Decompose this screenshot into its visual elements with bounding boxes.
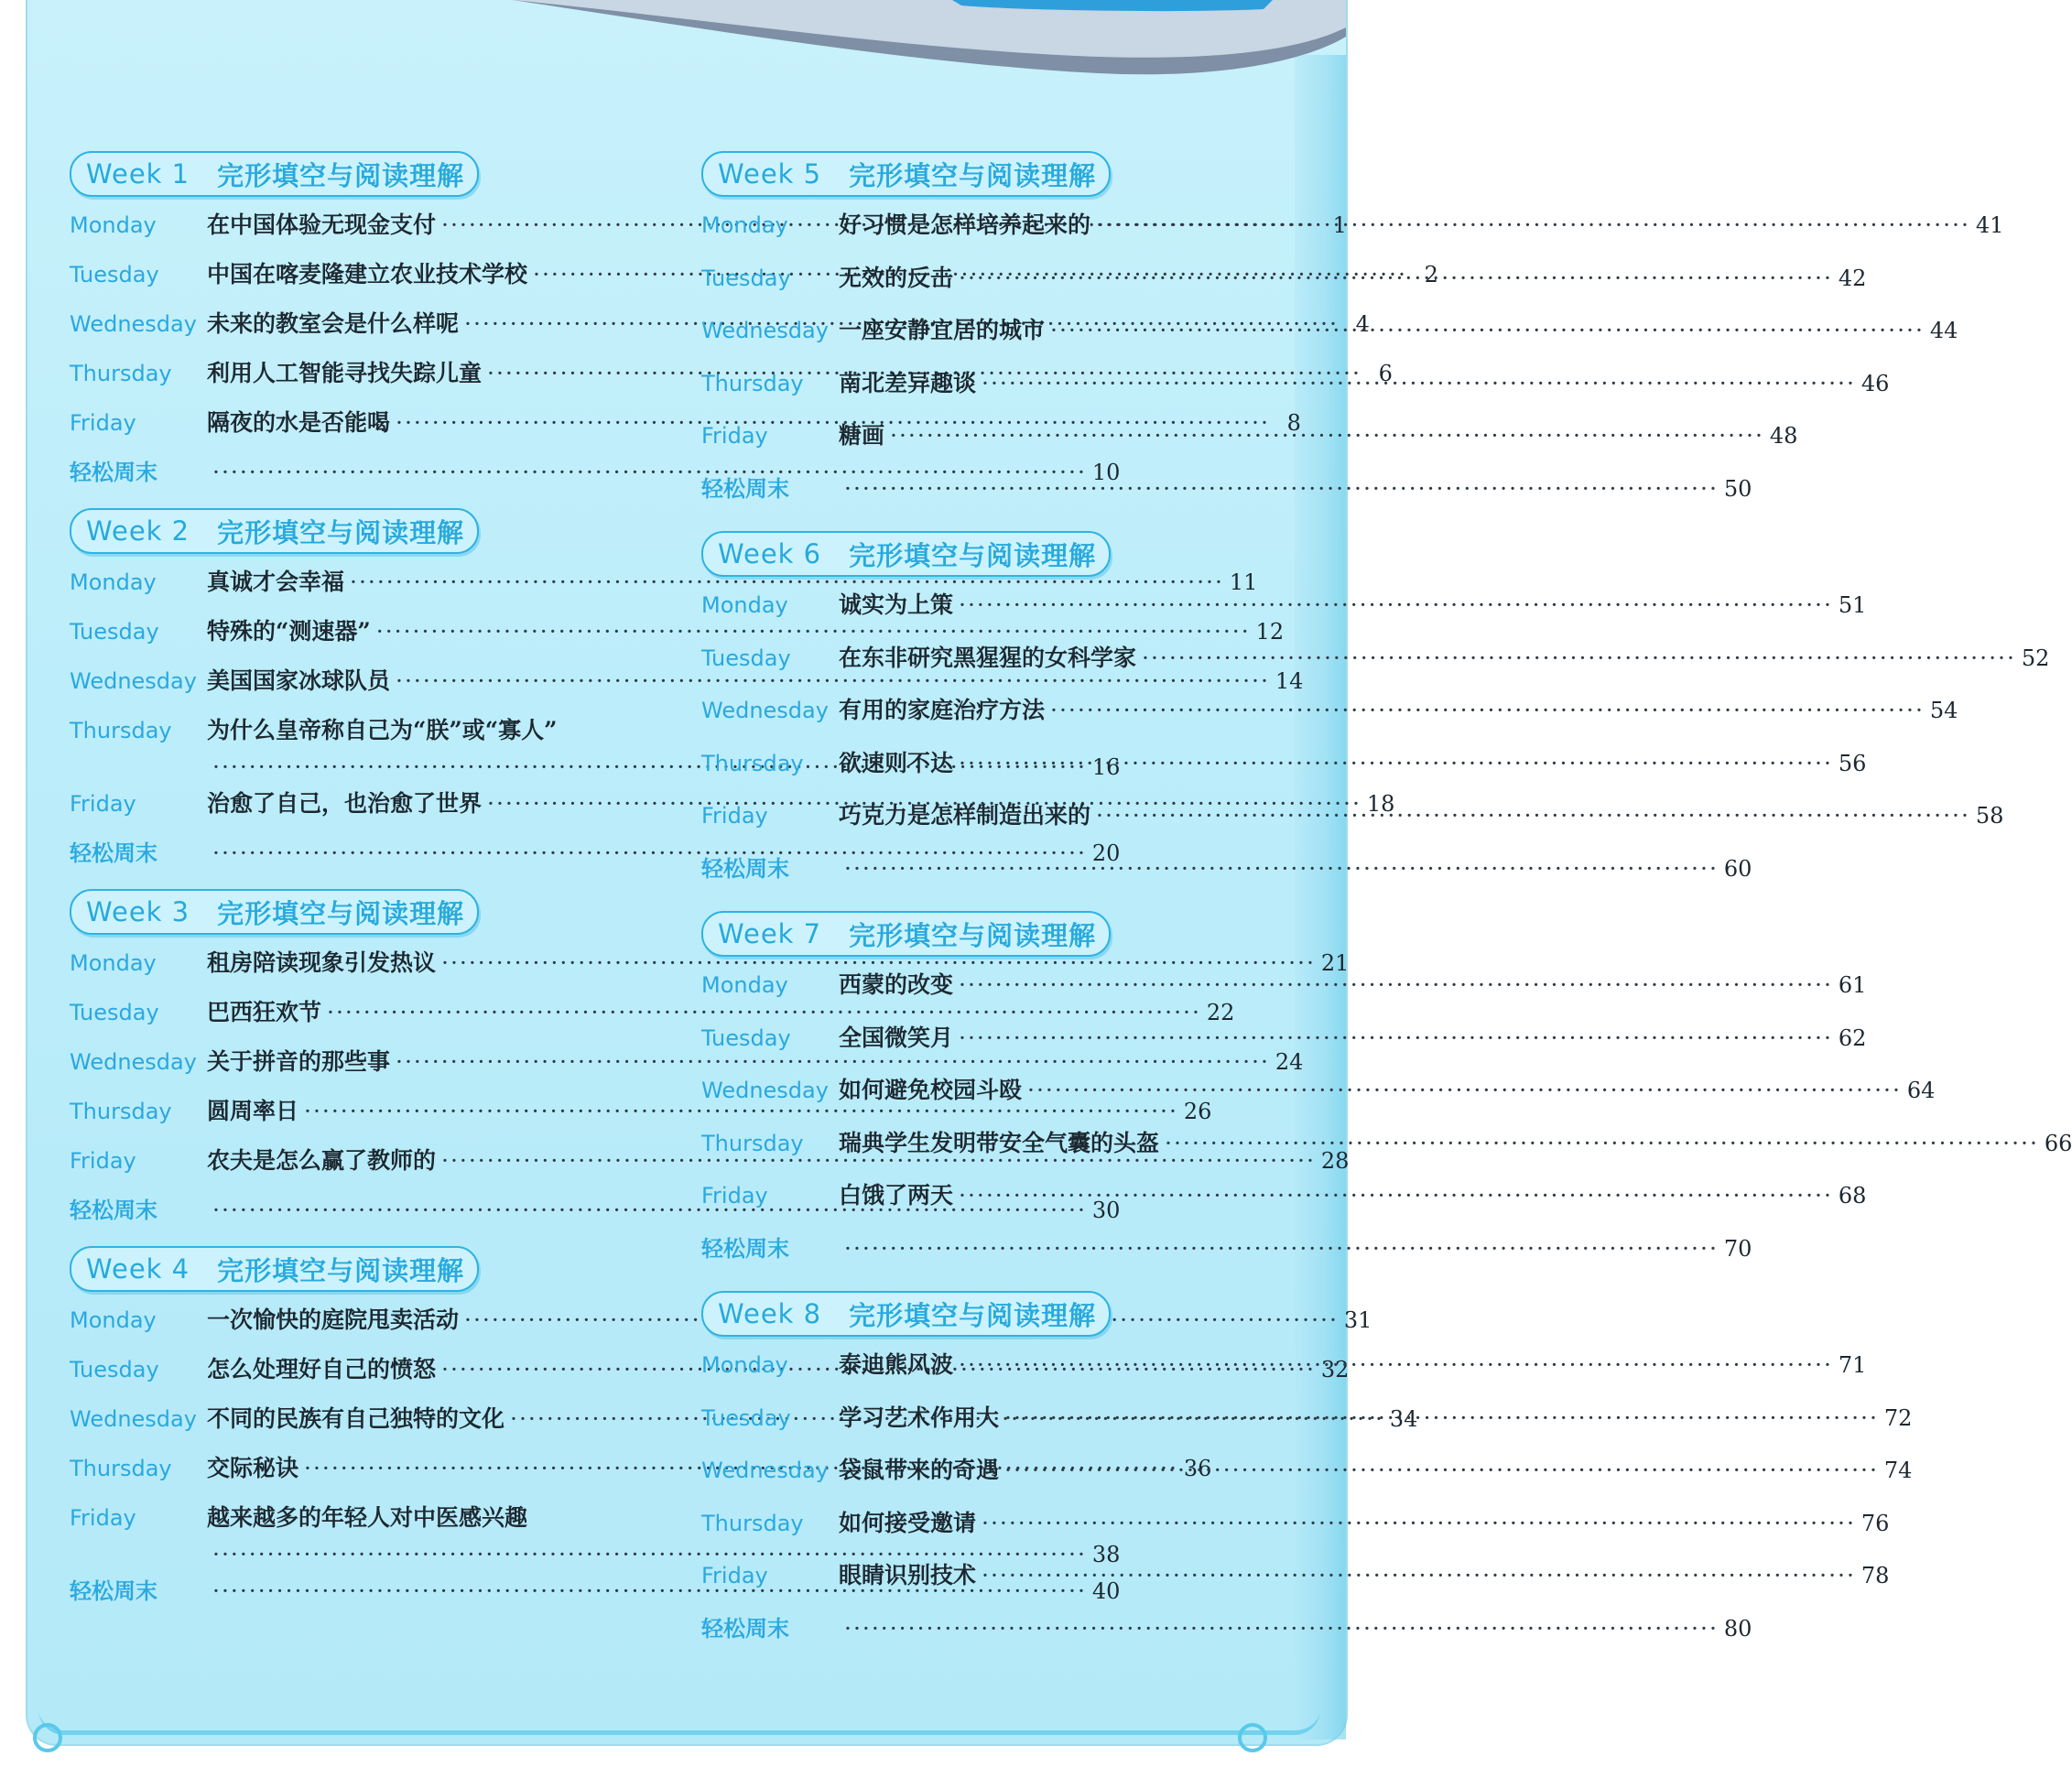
page-number: 14 bbox=[1275, 668, 1304, 694]
day-label: Monday bbox=[701, 592, 788, 618]
day-label: Thursday bbox=[70, 718, 172, 743]
entry-title: 不同的民族有自己独特的文化 bbox=[207, 1405, 505, 1432]
page-number: 54 bbox=[1929, 698, 1958, 723]
week-title: 完形填空与阅读理解 bbox=[849, 1299, 1097, 1331]
page-number: 76 bbox=[1860, 1510, 1890, 1536]
page-number: 32 bbox=[1320, 1357, 1350, 1382]
dot-leader bbox=[890, 420, 1764, 451]
day-label: Wednesday bbox=[70, 311, 197, 337]
entry-title: 有用的家庭治疗方法 bbox=[839, 697, 1046, 723]
day-label: Friday bbox=[70, 791, 136, 817]
week-header bbox=[701, 1291, 1111, 1337]
entry-title: 巴西狂欢节 bbox=[207, 999, 322, 1025]
dot-leader bbox=[982, 1508, 1856, 1539]
entry-title: 农夫是怎么赢了教师的 bbox=[207, 1147, 437, 1174]
entry-title: 袋鼠带来的奇遇 bbox=[839, 1457, 1000, 1483]
dot-leader bbox=[959, 748, 1833, 779]
toc-entry[interactable] bbox=[701, 743, 1867, 796]
day-label: Thursday bbox=[70, 1099, 172, 1124]
toc-entry[interactable] bbox=[701, 689, 1958, 743]
dot-leader bbox=[959, 263, 1833, 294]
entry-title: 美国国家冰球队员 bbox=[207, 667, 391, 694]
day-label: Wednesday bbox=[701, 698, 829, 723]
day-label: Monday bbox=[701, 1352, 788, 1378]
entry-title: 好习惯是怎样培养起来的 bbox=[839, 211, 1091, 238]
day-label: Tuesday bbox=[701, 1404, 791, 1431]
day-label: Friday bbox=[701, 803, 768, 829]
day-label: 轻松周末 bbox=[701, 475, 789, 502]
entry-title: 在东非研究黑猩猩的女科学家 bbox=[839, 644, 1137, 671]
dot-leader bbox=[1096, 800, 1970, 831]
week-label: Week 2 bbox=[86, 515, 190, 547]
day-label: Friday bbox=[70, 1148, 136, 1174]
dot-leader bbox=[844, 1233, 1719, 1264]
day-label: Friday bbox=[701, 1183, 768, 1209]
page-number: 40 bbox=[1091, 1578, 1121, 1604]
page-number: 52 bbox=[2021, 645, 2050, 671]
page-number: 10 bbox=[1091, 460, 1121, 485]
dot-leader bbox=[959, 1180, 1833, 1211]
day-label: Friday bbox=[70, 410, 136, 436]
week-header bbox=[70, 508, 479, 554]
page-number: 48 bbox=[1769, 423, 1798, 449]
day-label: Thursday bbox=[701, 1510, 804, 1536]
entry-title: 为什么皇帝称自己为“朕”或“寡人” bbox=[207, 717, 558, 743]
page-number: 26 bbox=[1183, 1099, 1212, 1124]
dot-leader bbox=[959, 970, 1833, 1001]
entry-title: 怎么处理好自己的愤怒 bbox=[207, 1356, 437, 1382]
dot-leader bbox=[982, 1560, 1856, 1591]
week-label: Week 1 bbox=[86, 158, 190, 190]
week-label: Week 6 bbox=[718, 538, 822, 569]
page-number: 21 bbox=[1320, 950, 1350, 976]
page-number: 6 bbox=[1378, 361, 1393, 386]
day-label: Tuesday bbox=[70, 1357, 159, 1382]
toc-entry[interactable] bbox=[701, 415, 1798, 468]
dot-leader bbox=[959, 1350, 1833, 1381]
week-header bbox=[70, 1246, 479, 1292]
toc-entry[interactable] bbox=[701, 363, 1890, 416]
week-label: Week 7 bbox=[718, 918, 822, 949]
entry-title: 未来的教室会是什么样呢 bbox=[207, 310, 460, 337]
page-number: 28 bbox=[1320, 1148, 1350, 1174]
page-number: 61 bbox=[1838, 972, 1867, 998]
day-label: 轻松周末 bbox=[70, 1578, 157, 1604]
toc-entry[interactable] bbox=[701, 309, 1958, 363]
dot-leader bbox=[1165, 1128, 2039, 1159]
toc-entry[interactable] bbox=[701, 1555, 1890, 1608]
dot-leader bbox=[1004, 1455, 1879, 1486]
day-label: 轻松周末 bbox=[70, 460, 157, 485]
day-label: Thursday bbox=[70, 361, 172, 386]
week-title: 完形填空与阅读理解 bbox=[849, 919, 1097, 951]
day-label: Wednesday bbox=[701, 1078, 829, 1103]
entry-title: 南北差异趣谈 bbox=[839, 369, 977, 396]
dot-leader bbox=[844, 473, 1719, 504]
toc-entry[interactable] bbox=[701, 1228, 1752, 1281]
page-number: 80 bbox=[1723, 1615, 1752, 1642]
entry-title: 瑞典学生发明带安全气囊的头盔 bbox=[839, 1129, 1160, 1156]
toc-entry[interactable] bbox=[70, 832, 1121, 882]
week-header bbox=[701, 531, 1111, 577]
page-number: 2 bbox=[1424, 262, 1438, 287]
page-number: 31 bbox=[1343, 1307, 1372, 1333]
week-header bbox=[70, 151, 479, 197]
day-label: Wednesday bbox=[70, 1406, 197, 1432]
week-label: Week 5 bbox=[718, 158, 822, 190]
entry-title: 利用人工智能寻找失踪儿童 bbox=[207, 360, 483, 386]
day-label: Monday bbox=[701, 212, 788, 238]
page-number: 34 bbox=[1389, 1406, 1418, 1432]
page-number: 44 bbox=[1929, 318, 1958, 343]
page-number: 41 bbox=[1975, 212, 2004, 238]
day-label: Friday bbox=[701, 423, 768, 449]
page-number: 50 bbox=[1723, 475, 1752, 502]
day-label: Monday bbox=[70, 950, 157, 976]
entry-title: 巧克力是怎样制造出来的 bbox=[839, 802, 1091, 829]
page-number: 11 bbox=[1229, 569, 1258, 595]
day-label: Monday bbox=[70, 212, 157, 238]
week-label: Week 8 bbox=[718, 1298, 822, 1329]
entry-title: 如何接受邀请 bbox=[839, 1509, 977, 1536]
toc-entry[interactable] bbox=[701, 468, 1752, 521]
page-number: 22 bbox=[1206, 1000, 1235, 1025]
day-label: Tuesday bbox=[701, 1024, 791, 1051]
day-label: Wednesday bbox=[70, 1049, 197, 1075]
page-number: 42 bbox=[1838, 265, 1867, 291]
page-number: 71 bbox=[1838, 1352, 1867, 1378]
page-number: 74 bbox=[1883, 1458, 1913, 1483]
page-number: 4 bbox=[1355, 311, 1370, 337]
entry-title: 欲速则不达 bbox=[839, 749, 954, 776]
entry-title: 一座安静宜居的城市 bbox=[839, 317, 1046, 343]
day-label: Friday bbox=[70, 1505, 136, 1531]
dot-leader bbox=[1096, 210, 1970, 241]
entry-title: 诚实为上策 bbox=[839, 591, 954, 618]
week-label: Week 3 bbox=[86, 896, 190, 927]
dot-leader bbox=[844, 1613, 1719, 1644]
day-label: Thursday bbox=[70, 1456, 172, 1481]
day-label: Friday bbox=[701, 1563, 768, 1588]
entry-title: 租房陪读现象引发热议 bbox=[207, 949, 437, 976]
toc-entry[interactable] bbox=[701, 848, 1752, 901]
page-number: 8 bbox=[1286, 410, 1301, 436]
day-label: Wednesday bbox=[701, 318, 829, 343]
entry-title: 眼睛识别技术 bbox=[839, 1562, 977, 1588]
entry-title: 交际秘诀 bbox=[207, 1455, 299, 1481]
entry-title: 西蒙的改变 bbox=[839, 971, 954, 998]
page-number: 78 bbox=[1860, 1563, 1890, 1588]
entry-title: 泰迪熊风波 bbox=[839, 1351, 954, 1378]
toc-entry[interactable] bbox=[701, 584, 1867, 637]
dot-leader bbox=[1004, 1403, 1879, 1434]
page-number: 30 bbox=[1091, 1198, 1121, 1223]
day-label: Monday bbox=[701, 972, 788, 998]
entry-title: 如何避免校园斗殴 bbox=[839, 1077, 1023, 1103]
entry-title: 一次愉快的庭院甩卖活动 bbox=[207, 1306, 460, 1333]
dot-leader bbox=[1027, 1075, 1902, 1106]
entry-title: 中国在喀麦隆建立农业技术学校 bbox=[207, 261, 528, 287]
day-label: 轻松周末 bbox=[70, 1198, 157, 1223]
dot-leader bbox=[1142, 643, 2016, 674]
day-label: Thursday bbox=[701, 370, 804, 396]
day-label: 轻松周末 bbox=[701, 855, 789, 882]
page-number: 64 bbox=[1906, 1078, 1936, 1103]
entry-title: 特殊的“测速器” bbox=[207, 618, 371, 645]
week-title: 完形填空与阅读理解 bbox=[217, 159, 465, 191]
page-number: 70 bbox=[1723, 1235, 1752, 1262]
day-label: Wednesday bbox=[701, 1458, 829, 1483]
day-label: Monday bbox=[70, 569, 157, 595]
toc-entry[interactable] bbox=[701, 1608, 1752, 1661]
day-label: 轻松周末 bbox=[701, 1615, 789, 1642]
entry-title: 关于拼音的那些事 bbox=[207, 1048, 391, 1075]
week-title: 完形填空与阅读理解 bbox=[849, 539, 1097, 571]
entry-title: 全国微笑月 bbox=[839, 1024, 954, 1051]
entry-title: 学习艺术作用大 bbox=[839, 1404, 1000, 1431]
toc-entry[interactable] bbox=[701, 1502, 1890, 1556]
entry-title: 在中国体验无现金支付 bbox=[207, 211, 437, 238]
bottom-scroll-decoration bbox=[27, 1721, 1346, 1758]
day-label: Tuesday bbox=[70, 1000, 159, 1025]
week-title: 完形填空与阅读理解 bbox=[217, 897, 465, 929]
toc-entry[interactable] bbox=[701, 1449, 1913, 1502]
entry-title: 真诚才会幸福 bbox=[207, 569, 345, 595]
week-title: 完形填空与阅读理解 bbox=[849, 159, 1097, 191]
week-label: Week 4 bbox=[86, 1253, 190, 1285]
page-number: 46 bbox=[1860, 370, 1890, 396]
day-label: Tuesday bbox=[701, 265, 791, 291]
entry-title: 越来越多的年轻人对中医感兴趣 bbox=[207, 1504, 528, 1531]
entry-title: 治愈了自己，也治愈了世界 bbox=[207, 790, 483, 817]
day-label: Tuesday bbox=[701, 645, 791, 671]
toc-entry[interactable] bbox=[701, 204, 2004, 257]
toc-entry[interactable] bbox=[70, 451, 1121, 501]
page-number: 16 bbox=[1091, 754, 1121, 780]
day-label: Monday bbox=[70, 1307, 157, 1333]
page-number: 56 bbox=[1838, 750, 1867, 776]
week-header bbox=[70, 889, 479, 935]
page-number: 12 bbox=[1255, 619, 1285, 645]
page-number: 24 bbox=[1275, 1049, 1304, 1075]
page-number: 68 bbox=[1838, 1183, 1867, 1209]
entry-title: 隔夜的水是否能喝 bbox=[207, 409, 391, 436]
page-number: 62 bbox=[1838, 1024, 1867, 1051]
dot-leader bbox=[959, 590, 1833, 621]
day-label: Thursday bbox=[701, 1130, 804, 1156]
day-label: Wednesday bbox=[70, 668, 197, 694]
entry-title: 圆周率日 bbox=[207, 1098, 299, 1124]
page-number: 18 bbox=[1366, 791, 1395, 817]
page-number: 36 bbox=[1183, 1456, 1212, 1481]
toc-entry[interactable] bbox=[701, 1069, 1936, 1122]
toc-entry[interactable] bbox=[701, 964, 1867, 1017]
week-header bbox=[701, 151, 1111, 197]
toc-entry[interactable] bbox=[701, 1175, 1867, 1228]
page-number: 72 bbox=[1883, 1404, 1913, 1431]
page-number: 1 bbox=[1332, 212, 1347, 238]
dot-leader bbox=[844, 853, 1719, 884]
page-number: 51 bbox=[1838, 592, 1867, 618]
dot-leader bbox=[1050, 315, 1925, 346]
week-title: 完形填空与阅读理解 bbox=[217, 1254, 465, 1286]
dot-leader bbox=[1050, 695, 1925, 726]
day-label: Thursday bbox=[701, 750, 804, 776]
dot-leader bbox=[982, 368, 1856, 399]
day-label: Tuesday bbox=[70, 262, 159, 287]
entry-title: 无效的反击 bbox=[839, 264, 954, 291]
dot-leader bbox=[959, 1023, 1833, 1054]
toc-entry[interactable] bbox=[701, 257, 1867, 310]
entry-title: 白饿了两天 bbox=[839, 1182, 954, 1209]
week-title: 完形填空与阅读理解 bbox=[217, 516, 465, 548]
page-number: 66 bbox=[2044, 1130, 2072, 1156]
day-label: 轻松周末 bbox=[70, 840, 157, 866]
page-number: 60 bbox=[1723, 855, 1752, 882]
entry-title: 糖画 bbox=[839, 422, 885, 449]
page-number: 58 bbox=[1975, 803, 2004, 829]
day-label: 轻松周末 bbox=[701, 1235, 789, 1262]
page-number: 38 bbox=[1091, 1542, 1121, 1567]
page-number: 20 bbox=[1091, 840, 1121, 866]
week-header bbox=[701, 911, 1111, 957]
day-label: Tuesday bbox=[70, 619, 159, 645]
